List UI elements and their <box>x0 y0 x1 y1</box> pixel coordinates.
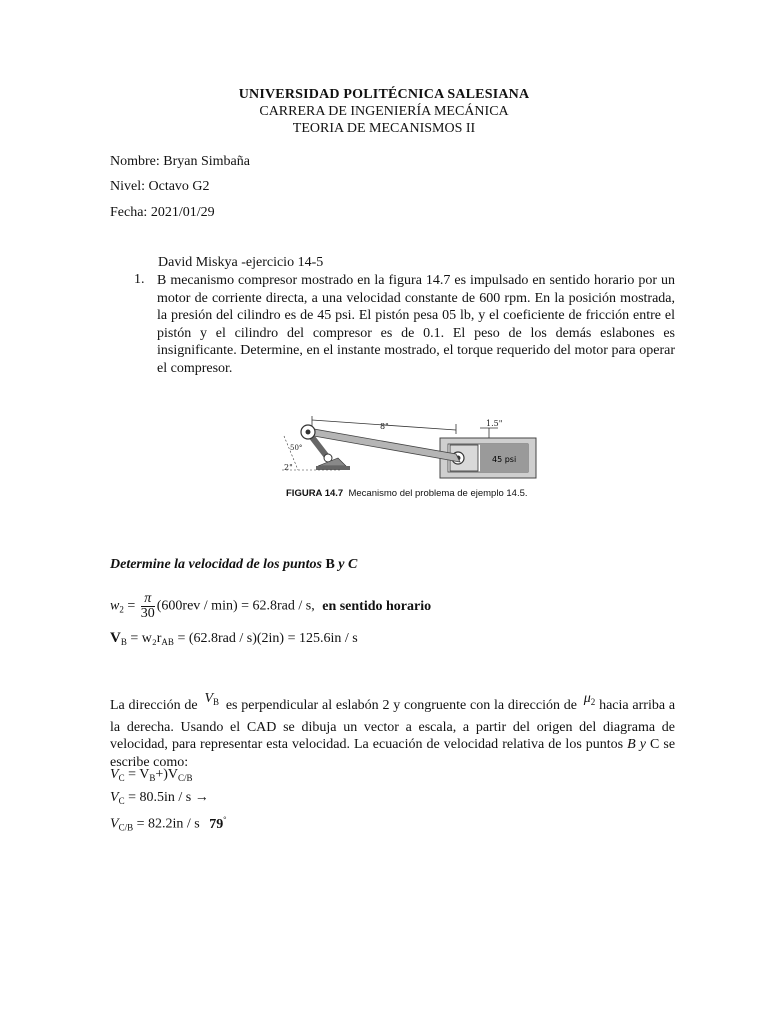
section-heading-text: Determine la velocidad de los puntos <box>110 557 322 572</box>
p2-c: C <box>650 737 660 752</box>
pressure-label: 45 psi <box>492 455 517 464</box>
university-title: UNIVERSIDAD POLITÉCNICA SALESIANA <box>238 87 530 102</box>
eq2-body: = w₂r <box>130 631 162 646</box>
exercise-statement: B mecanismo compresor mostrado en la figura 14.7 es impulsado en sentido horario por un motor de corriente directa, a una velocidad constante de 600 rpm. En la posición mostrada, la presión del cilindro es de 45 psi. El pistón pesa 05 lb, y el coeficiente de fricción entre el pistón y el cilindro del compresor es de 0.1. El peso de los demás eslabones es insignificante. Determine, en el instante mostrado, el torque requerido del motor para operar el compresor. <box>157 273 675 376</box>
figure-caption-text: Mecanismo del problema de ejemplo 14.5. <box>348 488 528 499</box>
eq5-angle: 79 <box>209 816 224 832</box>
p2-y: y <box>639 737 646 752</box>
p2-mu: $\mu_2$ <box>583 691 596 707</box>
student-name: Nombre: Bryan Simbaña <box>110 154 250 169</box>
eq2-rest: = (62.8rad / s)(2in) = 125.6in / s <box>177 631 358 646</box>
eq2-lhs: V <box>110 630 121 646</box>
student-level: Nivel: Octavo G2 <box>110 179 210 194</box>
equation-velocity-b <box>110 630 358 647</box>
figure-caption-label: FIGURA 14.7 <box>286 488 344 499</box>
equation-velocity-c: $V_C = 80.5in / s$ → <box>110 790 209 806</box>
eq2-lhs-sub: B <box>120 637 127 647</box>
p2-vb: $V_B$ <box>204 691 220 707</box>
eq1-note: en sentido horario <box>322 598 432 614</box>
section-heading-y: y <box>338 557 345 572</box>
p2-start: La dirección de <box>110 698 198 713</box>
eq2-r-sub: AB <box>161 637 174 647</box>
eq5-degree: ° <box>223 815 227 824</box>
equation-angular-velocity <box>110 592 431 621</box>
section-heading-c: C <box>348 557 358 572</box>
career-title: CARRERA DE INGENIERÍA MECÁNICA <box>259 104 509 119</box>
section-heading-b: B <box>325 557 335 572</box>
exercise-source: David Miskya -ejercicio 14-5 <box>158 255 324 270</box>
p2-b: B <box>627 737 636 752</box>
eq1-fraction <box>141 592 155 621</box>
equation-velocity-cb: $V_{C/B} = 82.2in / s$ 79° <box>110 815 227 833</box>
p2-rest: hacia arriba a la derecha. Usando el CAD se dibuja un vector a escala, a partir del origen del diagrama de velocidad, para representar esta velocidad. La ecuación de velocidad relativa de los puntos <box>110 698 676 752</box>
crank-angle-label: 50° <box>290 444 303 452</box>
eq1-denominator: 30 <box>140 606 155 621</box>
equation-relative-velocity: $V_C = V_B+)V_{C/B}$ <box>110 767 193 783</box>
section-heading <box>110 557 357 573</box>
document-date: Fecha: 2021/01/29 <box>110 205 215 220</box>
crank-length-label: 2" <box>284 463 293 472</box>
p2-end: se escribe como: <box>110 737 676 770</box>
eq1-lhs: w <box>110 598 120 614</box>
eq1-lhs-sub: 2 <box>119 604 124 615</box>
eq1-numerator: π <box>141 592 155 607</box>
dim-length-label: 8" <box>380 422 389 431</box>
course-title: TEORIA DE MECANISMOS II <box>292 121 476 136</box>
eq1-equals: = <box>127 598 136 614</box>
velocity-direction-paragraph <box>110 691 676 771</box>
eq1-body: (600rev / min) = 62.8rad / s, <box>156 598 315 614</box>
p2-mid: es perpendicular al eslabón 2 y congruente con la dirección de <box>225 698 577 713</box>
exercise-number: 1. <box>134 272 145 287</box>
figure-caption <box>286 488 528 499</box>
mechanism-figure <box>280 414 540 506</box>
dim-offset-label: 1.5" <box>486 419 503 428</box>
